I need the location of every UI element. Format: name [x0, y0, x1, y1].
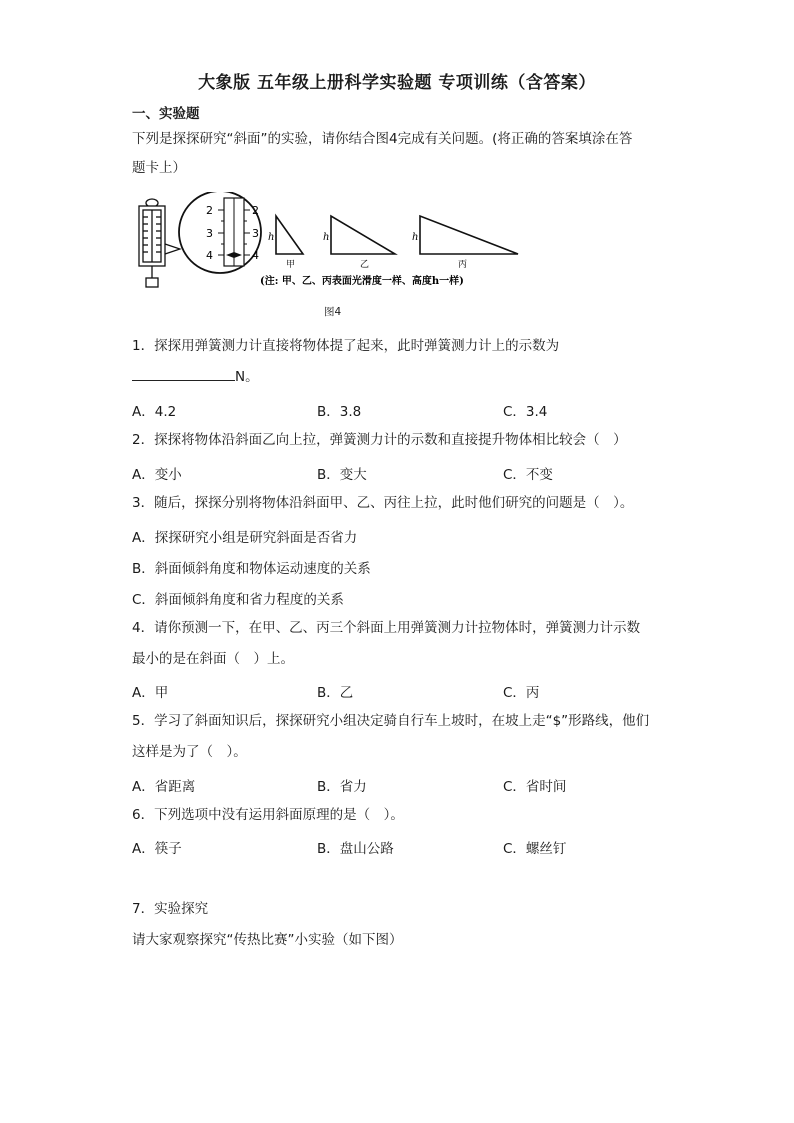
- option-a[interactable]: A．筷子: [132, 841, 182, 857]
- question-3-stem: 3．随后，探探分别将物体沿斜面甲、乙、丙往上拉，此时他们研究的问题是（ ）。: [132, 495, 634, 511]
- option-a[interactable]: A．省距离: [132, 779, 196, 795]
- scale-mark: 2: [206, 204, 213, 217]
- option-b[interactable]: B．斜面倾斜角度和物体运动速度的关系: [132, 561, 371, 577]
- scale-mark: 4: [206, 249, 213, 262]
- option-a[interactable]: A．4.2: [132, 404, 177, 420]
- option-b[interactable]: B．省力: [317, 779, 367, 795]
- option-c[interactable]: C．省时间: [503, 779, 567, 795]
- option-c[interactable]: C．3.4: [503, 404, 548, 420]
- question-2-stem: 2．探探将物体沿斜面乙向上拉，弹簧测力计的示数和直接提升物体相比较会（ ）: [132, 432, 627, 448]
- question-4-stem-line-2: 最小的是在斜面（ ）上。: [132, 651, 294, 667]
- option-b[interactable]: B．3.8: [317, 404, 362, 420]
- question-6-stem: 6．下列选项中没有运用斜面原理的是（ ）。: [132, 807, 404, 823]
- option-c[interactable]: C．不变: [503, 467, 553, 483]
- section-heading: 一、实验题: [132, 106, 200, 122]
- scale-mark: 4: [252, 249, 259, 262]
- page-title: 大象版 五年级上册科学实验题 专项训练（含答案）: [198, 73, 596, 93]
- scale-zoom-icon: [179, 192, 261, 273]
- option-b[interactable]: B．变大: [317, 467, 367, 483]
- figure-caption: 图4: [324, 306, 342, 318]
- scale-mark: 3: [206, 227, 213, 240]
- question-7-text: 请大家观察探究“传热比赛”小实验（如下图）: [132, 932, 403, 948]
- incline-yi: [331, 216, 395, 254]
- spring-scale-icon: [139, 199, 165, 287]
- option-a[interactable]: A．探探研究小组是研究斜面是否省力: [132, 530, 358, 546]
- h-label: h: [323, 232, 330, 243]
- answer-blank[interactable]: [132, 366, 235, 381]
- question-4-stem: 4．请你预测一下，在甲、乙、丙三个斜面上用弹簧测力计拉物体时，弹簧测力计示数: [132, 620, 641, 636]
- figure-note: (注: 甲、乙、丙表面光滑度一样、高度h一样): [260, 276, 464, 287]
- incline-label-yi: 乙: [360, 260, 370, 270]
- option-a[interactable]: A．变小: [132, 467, 182, 483]
- question-1-stem: 1．探探用弹簧测力计直接将物体提了起来，此时弹簧测力计上的示数为: [132, 338, 560, 354]
- intro-line-2: 题卡上）: [132, 160, 186, 176]
- figure-4-diagram: [128, 192, 540, 290]
- option-b[interactable]: B．乙: [317, 685, 354, 701]
- intro-line-1: 下列是探探研究“斜面”的实验，请你结合图4完成有关问题。(将正确的答案填涂在答: [132, 131, 633, 147]
- option-a[interactable]: A．甲: [132, 685, 169, 701]
- incline-bing: [420, 216, 518, 254]
- option-b[interactable]: B．盘山公路: [317, 841, 394, 857]
- question-5-stem-line-2: 这样是为了（ ）。: [132, 744, 247, 760]
- question-1-stem-line-2: [132, 365, 259, 390]
- option-c[interactable]: C．丙: [503, 685, 540, 701]
- unit-text: N。: [235, 369, 259, 385]
- incline-jia: [276, 216, 303, 254]
- scale-mark: 2: [252, 204, 259, 217]
- option-c[interactable]: C．斜面倾斜角度和省力程度的关系: [132, 592, 344, 608]
- scale-mark: 3: [252, 227, 259, 240]
- question-7-title: 7．实验探究: [132, 901, 209, 917]
- incline-label-jia: 甲: [286, 260, 296, 270]
- h-label: h: [412, 232, 419, 243]
- h-label: h: [268, 232, 275, 243]
- option-c[interactable]: C．螺丝钉: [503, 841, 567, 857]
- incline-label-bing: 丙: [458, 260, 468, 270]
- question-5-stem: 5．学习了斜面知识后，探探研究小组决定骑自行车上坡时，在坡上走“$”形路线，他们: [132, 713, 650, 729]
